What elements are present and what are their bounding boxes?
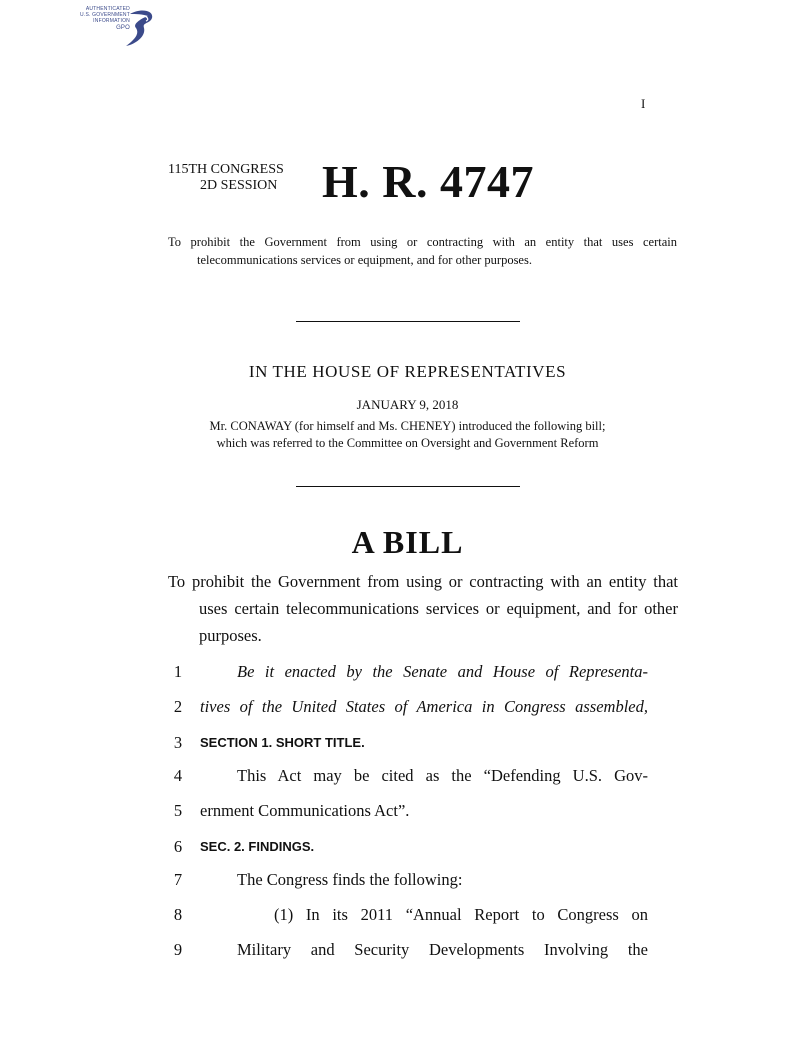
introduction-line: Mr. CONAWAY (for himself and Ms. CHENEY) introduced the following bill; (209, 419, 606, 433)
gpo-logo-line: AUTHENTICATED (85, 6, 130, 12)
enacting-clause: tives of the United States of America in Congress assembled, (200, 697, 648, 716)
line-number: 5 (173, 801, 183, 820)
bill-line (168, 837, 648, 872)
session-label: 2D SESSION (200, 178, 278, 193)
line-number: 9 (173, 940, 183, 959)
bill-line (168, 766, 648, 801)
bill-line (168, 905, 648, 940)
long-purpose: To prohibit the Government from using or contracting with an entity that uses certain telecommunications services or equipment, and for other purposes. (168, 572, 678, 645)
line-number: 1 (173, 662, 183, 681)
congress-session-block (168, 162, 308, 194)
bill-text: (1) In its 2011 “Annual Report to Congress on (274, 905, 648, 924)
divider (296, 321, 520, 322)
bill-text: This Act may be cited as the “Defending U.S. Gov- (237, 766, 648, 785)
line-number: 2 (173, 697, 183, 716)
gpo-authentication-logo (66, 6, 158, 48)
short-purpose: To prohibit the Government from using or contracting with an entity that uses certain telecommunications services or equipment, and for other purposes. (168, 235, 677, 267)
section-heading: SEC. 2. FINDINGS. (200, 839, 315, 854)
line-number: 4 (173, 766, 183, 785)
bill-title: A BILL (351, 524, 464, 560)
line-number: 7 (173, 870, 183, 889)
page-marker: I (641, 96, 646, 111)
introduction-statement (160, 418, 655, 452)
line-number: 6 (173, 837, 183, 856)
enacting-clause: Be it enacted by the Senate and House of Representa- (237, 662, 648, 681)
bill-line (168, 662, 648, 697)
bill-number: H. R. 4747 (322, 156, 534, 207)
chamber-heading: IN THE HOUSE OF REPRESENTATIVES (248, 362, 567, 381)
gpo-logo-line: U.S. GOVERNMENT (80, 12, 130, 18)
section-heading: SECTION 1. SHORT TITLE. (200, 735, 365, 750)
introduction-line: which was referred to the Committee on Oversight and Government Reform (216, 436, 599, 450)
gpo-logo-mark: GPO (116, 25, 130, 31)
gpo-logo-line: INFORMATION (93, 18, 130, 24)
introduction-date: JANUARY 9, 2018 (356, 397, 459, 412)
bill-line (168, 697, 648, 732)
eagle-icon (122, 8, 158, 48)
gpo-logo-text (66, 6, 130, 31)
bill-text: The Congress finds the following: (237, 870, 463, 889)
bill-line (168, 940, 648, 975)
congress-label: 115TH CONGRESS (168, 162, 284, 177)
bill-line (168, 801, 648, 836)
divider (296, 486, 520, 487)
bill-text: Military and Security Developments Involving the (237, 940, 648, 959)
bill-line (168, 733, 648, 768)
bill-text: ernment Communications Act”. (200, 801, 410, 820)
bill-line (168, 870, 648, 905)
line-number: 8 (173, 905, 183, 924)
line-number: 3 (173, 733, 183, 752)
